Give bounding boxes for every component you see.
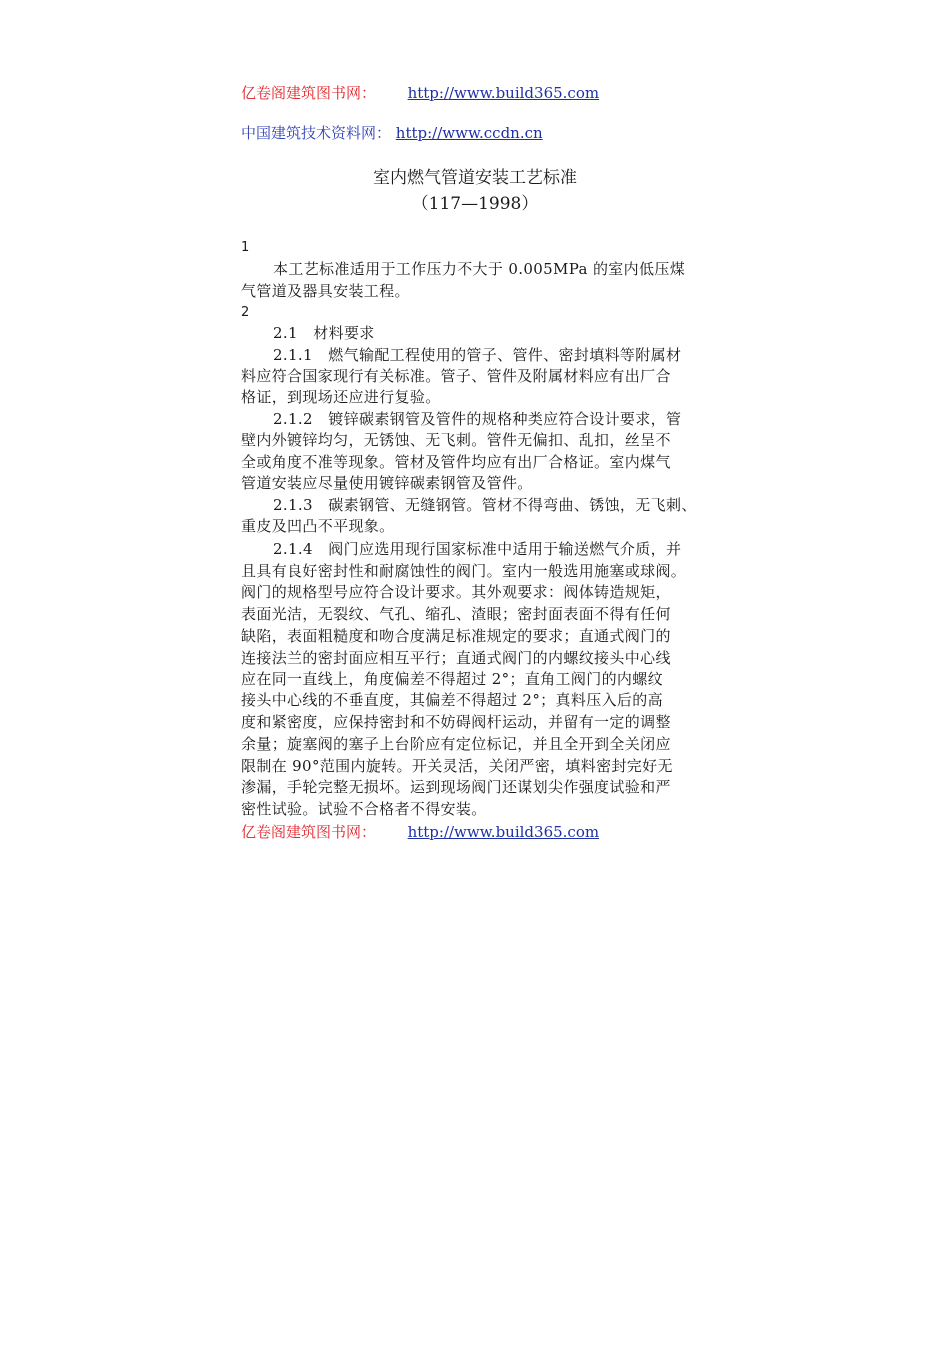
footer-site1-link[interactable]: http://www.build365.com [407,823,600,841]
header-site2-label: 中国建筑技术资料网： [241,124,392,142]
footer-site1-label: 亿卷阁建筑图书网： [241,823,377,841]
header-site1-label: 亿卷阁建筑图书网： [241,84,377,102]
document-subtitle: （117—1998） [411,194,539,214]
paragraph-line: 限制在 90°范围内旋转。开关灵活，关闭严密，填料密封完好无 [241,757,673,775]
paragraph-line: 2.1.1 燃气输配工程使用的管子、管件、密封填料等附属材 [273,346,682,364]
section-1-line: 本工艺标准适用于工作压力不大于 0.005MPa 的室内低压煤 [273,260,686,278]
paragraph-line: 全或角度不准等现象。管材及管件均应有出厂合格证。室内煤气 [241,453,671,471]
paragraph-line: 料应符合国家现行有关标准。管子、管件及附属材料应有出厂合 [241,367,671,385]
section-2-number: 2 [241,305,250,320]
header-site2-link[interactable]: http://www.ccdn.cn [395,124,543,142]
paragraph-line: 2.1.3 碳素钢管、无缝钢管。管材不得弯曲、锈蚀，无飞刺、 [273,496,697,514]
section-2-heading: 2.1 材料要求 [273,324,375,342]
paragraph-line: 缺陷，表面粗糙度和吻合度满足标准规定的要求；直通式阀门的 [241,627,671,645]
header-site1-link[interactable]: http://www.build365.com [407,84,600,102]
paragraph-line: 且具有良好密封性和耐腐蚀性的阀门。室内一般选用施塞或球阀。 [241,562,687,580]
header-site2 [241,123,543,144]
paragraph-line: 连接法兰的密封面应相互平行；直通式阀门的内螺纹接头中心线 [241,649,671,667]
paragraph-line: 格证，到现场还应进行复验。 [241,388,441,406]
paragraph-line: 壁内外镀锌均匀，无锈蚀、无飞刺。管件无偏扣、乱扣，丝呈不 [241,431,671,449]
paragraph-line: 渗漏，手轮完整无损坏。运到现场阀门还谋划尖作强度试验和严 [241,778,671,796]
paragraph-line: 阀门的规格型号应符合设计要求。其外观要求：阀体铸造规矩， [241,583,671,601]
paragraph-line: 接头中心线的不垂直度，其偏差不得超过 2°；真料压入后的高 [241,691,663,709]
paragraph-line: 应在同一直线上，角度偏差不得超过 2°；直角工阀门的内螺纹 [241,670,663,688]
paragraph-line: 度和紧密度，应保持密封和不妨碍阀杆运动，并留有一定的调整 [241,713,671,731]
paragraph-line: 余量；旋塞阀的塞子上台阶应有定位标记，并且全开到全关闭应 [241,735,671,753]
section-1-line: 气管道及器具安装工程。 [241,282,410,300]
footer-site1 [241,822,599,843]
paragraph-line: 表面光洁，无裂纹、气孔、缩孔、渣眼；密封面表面不得有任何 [241,605,671,623]
section-1-number: 1 [241,240,250,255]
paragraph-line: 密性试验。试验不合格者不得安装。 [241,800,487,818]
paragraph-line: 2.1.2 镀锌碳素钢管及管件的规格种类应符合设计要求，管 [273,410,682,428]
paragraph-line: 管道安装应尽量使用镀锌碳素钢管及管件。 [241,474,533,492]
paragraph-line: 重皮及凹凸不平现象。 [241,517,395,535]
header-site1 [241,83,599,104]
document-title: 室内燃气管道安装工艺标准 [373,168,577,188]
paragraph-line: 2.1.4 阀门应选用现行国家标准中适用于输送燃气介质，并 [273,540,682,558]
